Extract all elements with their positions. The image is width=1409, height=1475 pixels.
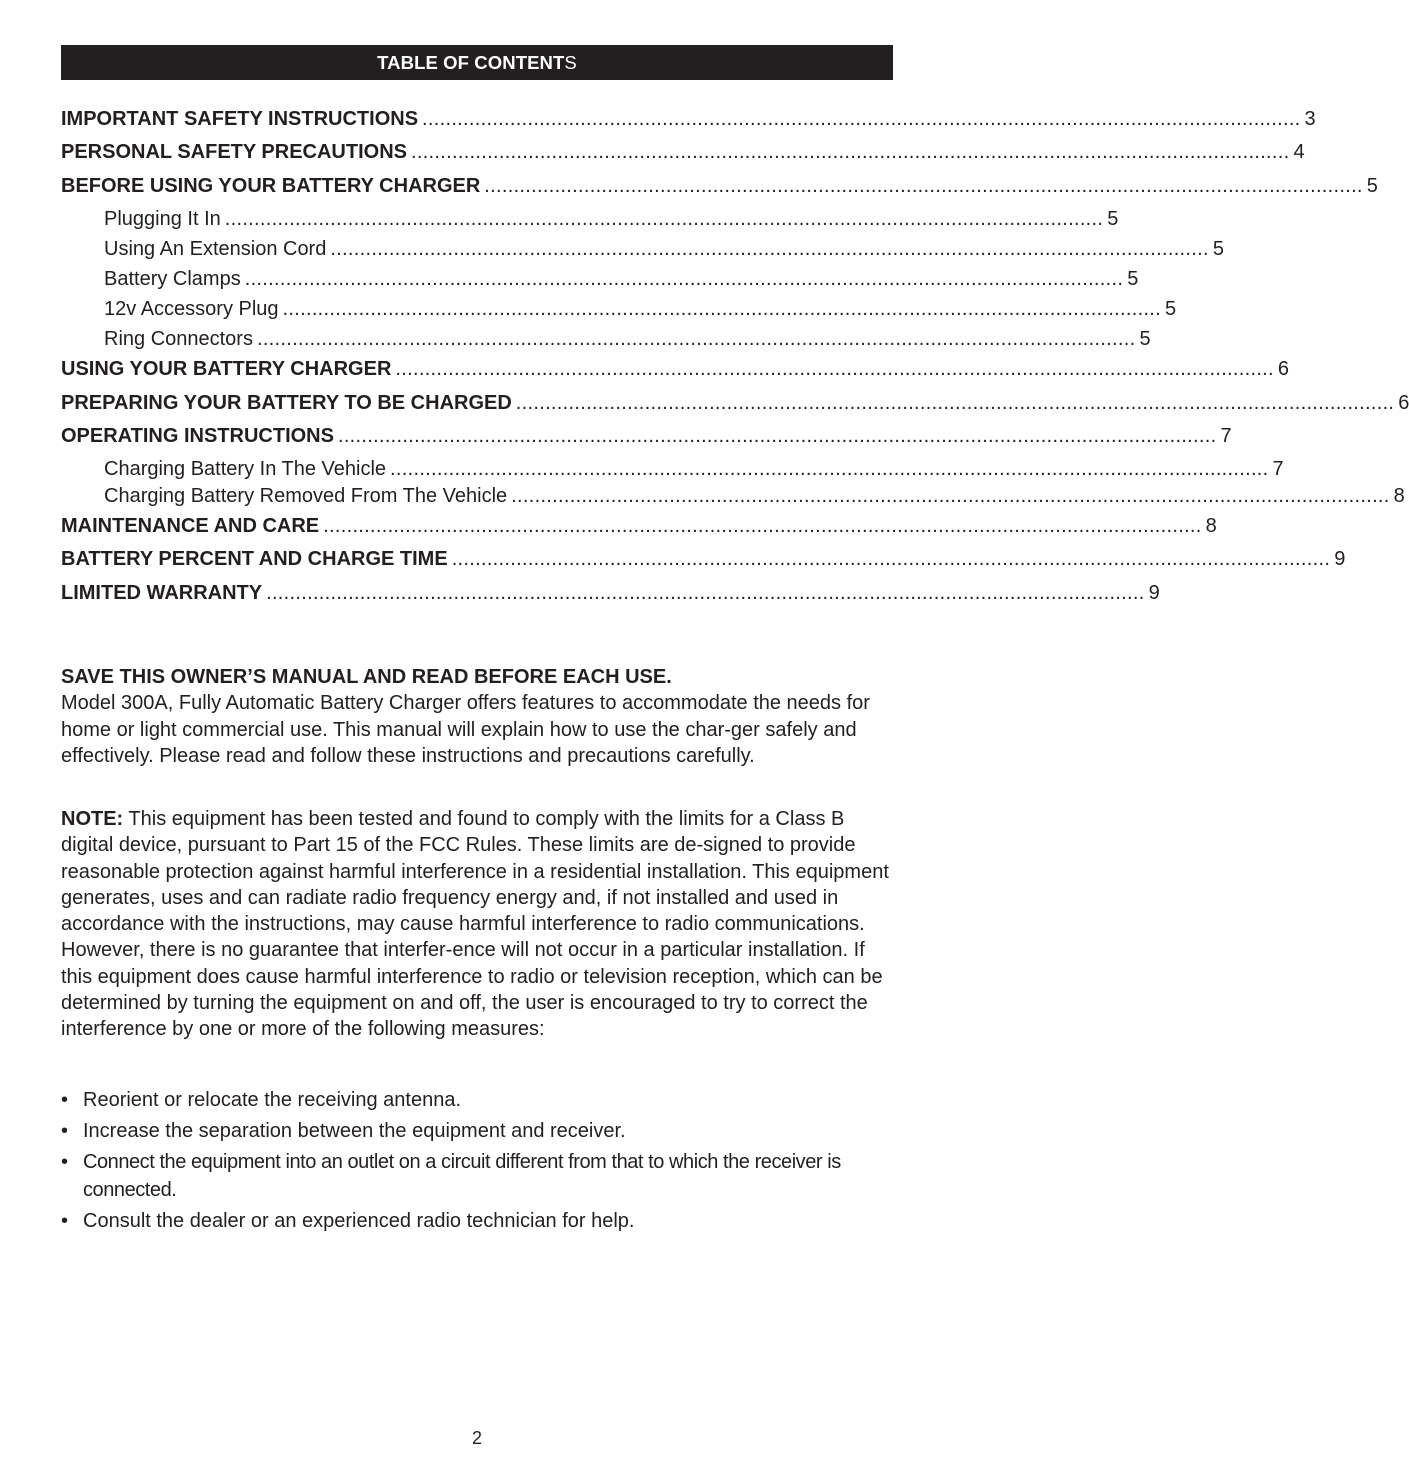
toc-entry-page: 8	[1205, 515, 1217, 537]
toc-entry-label: Plugging It In	[104, 208, 221, 230]
list-item-text: Increase the separation between the equipment and receiver.	[83, 1120, 626, 1142]
toc-leader-dots: ......................................................................................................................................................	[484, 175, 1363, 197]
toc-subentry	[104, 206, 1119, 232]
toc-subentry	[104, 456, 1284, 482]
toc-entry-page: 9	[1334, 548, 1346, 570]
toc-entry-label: OPERATING INSTRUCTIONS	[61, 425, 334, 447]
toc-leader-dots: ......................................................................................................................................................	[395, 358, 1274, 380]
intro-section	[61, 664, 893, 769]
toc-entry-page: 8	[1393, 485, 1405, 507]
toc-entry	[61, 173, 1378, 199]
bullet-icon: •	[61, 1151, 68, 1173]
note-text: This equipment has been tested and found to comply with the limits for a Class B digital device, pursuant to Part 15 of the FCC Rules. These limits are de-signed to provide reasonable protection against harmful interference in a residential installation. This equipment generates, uses and can radiate radio frequency energy and, if not installed and used in accordance with the instructions, may cause harmful interference to radio communications. However, there is no guarantee that interfer-ence will not occur in a particular installation. If this equipment does cause harmful interference to radio or television reception, which can be determined by turning the equipment on and off, the user is encouraged to try to correct the interference by one or more of the following measures:	[61, 808, 889, 1041]
toc-entry-label: BEFORE USING YOUR BATTERY CHARGER	[61, 175, 481, 197]
toc-leader-dots: ......................................................................................................................................................	[330, 238, 1209, 260]
toc-entry-label: 12v Accessory Plug	[104, 298, 279, 320]
toc-entry-page: 6	[1277, 358, 1290, 380]
note-label: NOTE:	[61, 808, 124, 830]
toc-entry-label: PERSONAL SAFETY PRECAUTIONS	[61, 141, 407, 163]
toc-entry-label: Battery Clamps	[104, 268, 241, 290]
toc-leader-dots: ......................................................................................................................................................	[337, 425, 1217, 447]
list-item	[61, 1148, 895, 1204]
toc-entry-page: 3	[1304, 108, 1316, 130]
toc-entry-label: LIMITED WARRANTY	[61, 582, 263, 604]
toc-leader-dots: ......................................................................................................................................................	[451, 548, 1331, 570]
list-item-text: Consult the dealer or an experienced radio technician for help.	[83, 1210, 635, 1232]
intro-body: Model 300A, Fully Automatic Battery Charger offers features to accommodate the needs for home or light commercial use. This manual will explain how to use the char-ger safely and effectively. Please read and follow these instructions and precautions carefully.	[61, 692, 870, 767]
toc-entry-page: 4	[1293, 141, 1305, 163]
page-number: 2	[471, 1428, 482, 1448]
list-item	[61, 1117, 895, 1145]
bullet-icon: •	[61, 1210, 69, 1232]
toc-entry-page: 7	[1272, 458, 1284, 480]
toc-title-tail: S	[564, 51, 577, 73]
toc-entry	[61, 423, 1232, 449]
toc-title-main: TABLE OF CONTENT	[377, 51, 565, 73]
toc-entry	[61, 139, 1305, 165]
list-item-text: Reorient or relocate the receiving antenna.	[83, 1089, 462, 1111]
toc-subentry	[104, 296, 1177, 322]
toc-entry-label: PREPARING YOUR BATTERY TO BE CHARGED	[61, 392, 512, 414]
toc-entry-page: 5	[1212, 238, 1224, 260]
toc-entry-page: 5	[1139, 328, 1151, 350]
toc-subentry	[104, 236, 1224, 262]
toc-leader-dots: ......................................................................................................................................................	[422, 108, 1301, 130]
toc-entry-label: BATTERY PERCENT AND CHARGE TIME	[61, 548, 448, 570]
measures-list	[61, 1086, 895, 1238]
toc-entry-page: 5	[1107, 208, 1119, 230]
toc-entry-page: 5	[1127, 268, 1139, 290]
toc-entry-page: 5	[1165, 298, 1177, 320]
toc-leader-dots: ......................................................................................................................................................	[256, 328, 1136, 350]
toc-entry	[61, 546, 1346, 572]
toc-subentry	[104, 326, 1151, 352]
toc-entry-label: USING YOUR BATTERY CHARGER	[61, 358, 392, 380]
toc-leader-dots: ......................................................................................................................................................	[390, 458, 1269, 480]
toc-entry	[61, 390, 1409, 416]
toc-leader-dots: ......................................................................................................................................................	[244, 268, 1124, 290]
toc-entry	[61, 580, 1160, 606]
toc-entry-page: 6	[1398, 392, 1409, 414]
toc-leader-dots: ......................................................................................................................................................	[410, 141, 1290, 163]
intro-heading: SAVE THIS OWNER’S MANUAL AND READ BEFORE EACH USE.	[61, 666, 672, 688]
list-item	[61, 1086, 895, 1114]
toc-entry	[61, 513, 1217, 539]
toc-entry-page: 5	[1366, 175, 1378, 197]
bullet-icon: •	[61, 1120, 69, 1142]
toc-entry-label: Using An Extension Cord	[104, 238, 327, 260]
bullet-icon: •	[61, 1089, 69, 1111]
list-item	[61, 1207, 895, 1235]
toc-leader-dots: ......................................................................................................................................................	[266, 582, 1145, 604]
toc-entry-page: 7	[1220, 425, 1232, 447]
toc-entry	[61, 356, 1290, 382]
toc-leader-dots: ......................................................................................................................................................	[323, 515, 1202, 537]
toc-subentry	[104, 266, 1139, 292]
toc-leader-dots: ......................................................................................................................................................	[224, 208, 1104, 230]
toc-entry-label: Ring Connectors	[104, 328, 253, 350]
list-item-text: Connect the equipment into an outlet on a circuit different from that to which the receiver is connected.	[83, 1151, 841, 1201]
toc-leader-dots: ......................................................................................................................................................	[511, 485, 1390, 507]
toc-entry	[61, 106, 1316, 132]
toc-entry-page: 9	[1148, 582, 1160, 604]
toc-leader-dots: ......................................................................................................................................................	[515, 392, 1395, 414]
toc-entry-label: Charging Battery In The Vehicle	[104, 458, 387, 480]
toc-entry-label: Charging Battery Removed From The Vehicle	[104, 485, 508, 507]
fcc-note	[61, 806, 893, 1043]
toc-leader-dots: ......................................................................................................................................................	[282, 298, 1162, 320]
toc-title	[61, 45, 893, 80]
note-paragraph	[61, 806, 893, 1043]
toc-entry-label: MAINTENANCE AND CARE	[61, 515, 320, 537]
toc-subentry	[104, 483, 1405, 509]
toc-entry-label: IMPORTANT SAFETY INSTRUCTIONS	[61, 108, 419, 130]
